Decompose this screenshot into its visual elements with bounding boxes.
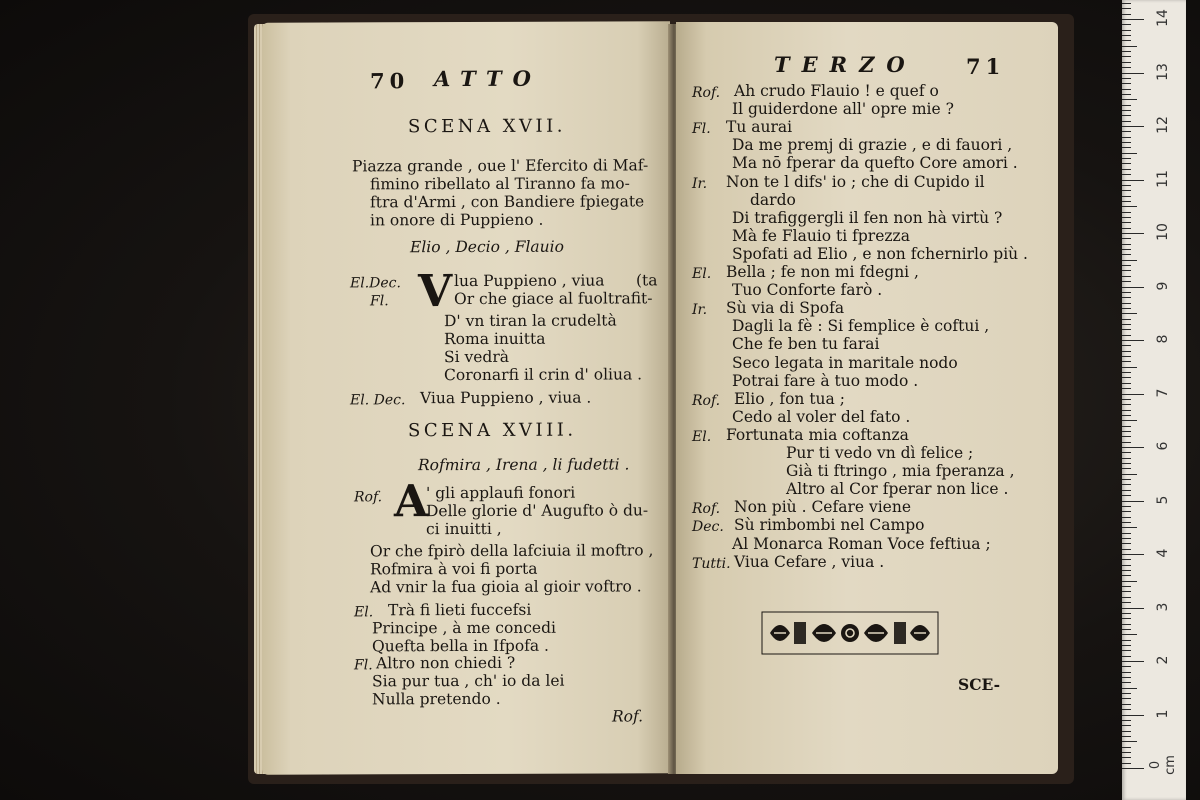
- ruler-number: 9: [1155, 281, 1171, 290]
- verse-line: Elio , fon tua ;: [734, 389, 845, 408]
- verse-line: Pur ti vedo vn dì felice ;: [786, 444, 974, 462]
- ruler-tick: [1122, 356, 1131, 357]
- ruler-tick: [1122, 313, 1137, 314]
- verse-line: Principe , à me concedi: [372, 618, 556, 638]
- ruler-tick: [1122, 51, 1131, 52]
- ruler-tick: [1122, 222, 1131, 223]
- ruler-number: 7: [1155, 388, 1171, 397]
- ruler-tick: [1122, 142, 1131, 143]
- ruler-tick: [1122, 329, 1131, 330]
- catchword: SCE-: [958, 675, 1001, 694]
- ruler-tick: [1122, 377, 1131, 378]
- ruler-tick: [1122, 281, 1131, 282]
- ruler-tick: [1122, 645, 1131, 646]
- ruler-tick: [1122, 62, 1131, 63]
- verse-line: D' vn tiran la crudeltà: [444, 311, 617, 331]
- ruler-tick: [1122, 511, 1131, 512]
- ruler-tick: [1122, 613, 1131, 614]
- ruler-tick: [1122, 426, 1131, 427]
- ruler-tick: [1122, 206, 1137, 207]
- ruler-tick: [1122, 110, 1131, 111]
- ruler-tick: [1122, 94, 1131, 95]
- ruler-tick: [1122, 89, 1131, 90]
- verse-line: Non più . Cefare viene: [734, 498, 912, 517]
- ruler-tick: [1122, 624, 1131, 625]
- left-page: [262, 21, 670, 774]
- ruler-tick: [1122, 276, 1131, 277]
- ruler-tick: [1122, 292, 1131, 293]
- ruler-tick: [1122, 597, 1131, 598]
- ruler-tick: [1122, 452, 1131, 453]
- ruler-tick: [1122, 56, 1131, 57]
- speaker-label: El. Dec.: [350, 392, 406, 409]
- ruler-tick: [1122, 105, 1131, 106]
- ruler-tick: [1122, 67, 1131, 68]
- speaker-label: Rof.: [354, 489, 383, 506]
- ruler-tick: [1122, 319, 1131, 320]
- ruler-tick: [1122, 709, 1131, 710]
- ruler-tick: [1122, 431, 1131, 432]
- verse-line: Ma nō fperar da quefto Core amori .: [732, 154, 1018, 173]
- ruler-tick: [1122, 372, 1131, 373]
- ruler-tick: [1122, 212, 1131, 213]
- ruler-number: 5: [1155, 495, 1171, 504]
- ruler-tick: [1122, 747, 1131, 748]
- speaker-label: Ir.: [692, 302, 708, 319]
- ruler-number: 14: [1155, 9, 1171, 27]
- verse-line: Quefta bella in Ifpofa .: [372, 636, 549, 656]
- ruler-unit-label: 0 cm: [1148, 755, 1178, 775]
- verse-line: Rofmira à voi fi porta: [370, 559, 538, 579]
- ruler-tick: [1122, 752, 1131, 753]
- ruler-tick: [1122, 297, 1131, 298]
- ruler-tick: [1122, 533, 1131, 534]
- speaker-label: Tutti.: [692, 555, 731, 572]
- drop-capital: V: [418, 266, 453, 318]
- ruler-number: 1: [1155, 709, 1171, 718]
- ruler-tick: [1122, 254, 1131, 255]
- verse-line: Altro al Cor fperar non lice .: [786, 480, 1009, 499]
- ruler-tick: [1122, 661, 1144, 662]
- scene-xviii-title: SCENA XVIII.: [408, 419, 577, 442]
- verse-line: Viua Puppieno , viua .: [420, 388, 592, 408]
- ruler-tick: [1122, 40, 1131, 41]
- ruler-tick: [1122, 731, 1131, 732]
- ruler-tick: [1122, 367, 1137, 368]
- verse-line: Ad vnir la fua gioia al gioir voftro .: [370, 577, 642, 597]
- ruler-tick: [1122, 495, 1131, 496]
- verse-line: Mà fe Flauio ti fprezza: [732, 226, 910, 245]
- ruler-tick: [1122, 185, 1131, 186]
- ruler-tick: [1122, 517, 1131, 518]
- verse-line-tail: (ta: [636, 271, 658, 290]
- ruler-tick: [1122, 682, 1131, 683]
- speaker-label: Ir.: [692, 175, 708, 192]
- ruler-tick: [1122, 14, 1131, 15]
- ruler-tick: [1122, 468, 1131, 469]
- speaker-label: Rof.: [692, 501, 721, 518]
- verse-line: Al Monarca Roman Voce feftiua ;: [732, 534, 991, 553]
- ruler-tick: [1122, 121, 1131, 122]
- verse-line: Roma inuitta: [444, 329, 546, 349]
- ruler-number: 13: [1155, 62, 1171, 81]
- stage-direction-line: ftra d'Armi , con Bandiere fpiegate: [370, 192, 645, 212]
- verse-line: Altro non chiedi ?: [376, 653, 516, 673]
- verse-line: Da me premj di grazie , e di fauori ,: [732, 136, 1013, 155]
- verse-line: Nulla pretendo .: [372, 689, 501, 709]
- speaker-label: El.: [692, 266, 712, 282]
- ruler-tick: [1122, 554, 1144, 555]
- measurement-ruler: [1122, 0, 1186, 800]
- characters-list: Elio , Decio , Flauio: [410, 237, 564, 257]
- ruler-tick: [1122, 388, 1131, 389]
- ruler-tick: [1122, 677, 1131, 678]
- stage-direction-line: fimino ribellato al Tiranno fa mo-: [370, 174, 630, 194]
- ruler-tick: [1122, 30, 1131, 31]
- speaker-label: Rof.: [692, 85, 721, 101]
- ruler-tick: [1122, 244, 1131, 245]
- characters-list: Rofmira , Irena , li fudetti .: [418, 455, 630, 475]
- ruler-tick: [1122, 725, 1131, 726]
- ruler-tick: [1122, 137, 1131, 138]
- ruler-tick: [1122, 640, 1131, 641]
- verse-line: Sù rimbombi nel Campo: [734, 516, 925, 535]
- ruler-number: 3: [1155, 602, 1171, 611]
- verse-line: Tu aurai: [726, 118, 793, 137]
- speaker-label: El.: [354, 604, 374, 621]
- ruler-tick: [1122, 351, 1131, 352]
- ruler-tick: [1122, 715, 1144, 716]
- ruler-tick: [1122, 693, 1131, 694]
- verse-line: Sù via di Spofa: [726, 299, 845, 318]
- verse-line: Che fe ben tu farai: [732, 335, 880, 354]
- verse-line: Or che fpirò della lafciuia il moftro ,: [370, 541, 654, 561]
- ruler-tick: [1122, 420, 1137, 421]
- ruler-tick: [1122, 265, 1131, 266]
- stage-direction-line: Piazza grande , oue l' Efercito di Maf-: [352, 156, 649, 176]
- ruler-tick: [1122, 340, 1144, 341]
- ruler-tick: [1122, 447, 1144, 448]
- verse-line: Or che giace al fuoltrafit-: [454, 289, 653, 309]
- stage-direction-line: in onore di Puppieno .: [370, 210, 544, 230]
- ruler-tick: [1122, 688, 1137, 689]
- ruler-tick: [1122, 345, 1131, 346]
- drop-capital: A: [394, 476, 429, 528]
- ruler-tick: [1122, 174, 1131, 175]
- ruler-tick: [1122, 565, 1131, 566]
- ruler-tick: [1122, 570, 1131, 571]
- verse-line: Si vedrà: [444, 347, 510, 367]
- ruler-tick: [1122, 549, 1131, 550]
- speaker-label: Fl.: [370, 293, 389, 310]
- ruler-tick: [1122, 586, 1131, 587]
- ruler-tick: [1122, 490, 1131, 491]
- verse-line: Sia pur tua , ch' io da lei: [372, 671, 565, 691]
- ruler-tick: [1122, 169, 1131, 170]
- verse-line: Spofati ad Elio , e non fchernirlo più .: [732, 244, 1028, 263]
- ruler-tick: [1122, 3, 1131, 4]
- scene-xvii-title: SCENA XVII.: [408, 115, 566, 138]
- verse-line: Tuo Conforte farò .: [732, 281, 883, 300]
- ruler-tick: [1122, 538, 1131, 539]
- ruler-number: 2: [1155, 655, 1171, 665]
- ruler-tick: [1122, 666, 1131, 667]
- ruler-number: 10: [1155, 223, 1171, 241]
- ruler-tick: [1122, 522, 1131, 523]
- ruler-tick: [1122, 324, 1131, 325]
- ruler-tick: [1122, 383, 1131, 384]
- ruler-tick: [1122, 479, 1131, 480]
- ruler-tick: [1122, 131, 1131, 132]
- speaker-label: Dec.: [692, 519, 724, 536]
- ruler-tick: [1122, 404, 1131, 405]
- ruler-tick: [1122, 543, 1131, 544]
- ruler-tick: [1122, 736, 1131, 737]
- ruler-number: 11: [1155, 169, 1171, 188]
- verse-line: Bella ; fe non mi fdegni ,: [726, 263, 919, 281]
- ruler-tick: [1122, 559, 1131, 560]
- verse-line: lua Puppieno , viua: [454, 271, 605, 291]
- ruler-tick: [1122, 163, 1131, 164]
- verse-line: Delle glorie d' Augufto ò du-: [426, 501, 649, 521]
- ruler-tick: [1122, 575, 1131, 576]
- ruler-tick: [1122, 763, 1131, 764]
- ruler-tick: [1122, 741, 1137, 742]
- verse-line: dardo: [750, 190, 796, 209]
- ruler-tick: [1122, 238, 1131, 239]
- ruler-tick: [1122, 410, 1131, 411]
- ruler-tick: [1122, 650, 1131, 651]
- ruler-tick: [1122, 78, 1131, 79]
- ruler-tick: [1122, 147, 1131, 148]
- ruler-tick: [1122, 335, 1131, 336]
- right-running-head: TERZO: [774, 52, 917, 77]
- ruler-tick: [1122, 442, 1131, 443]
- ruler-tick: [1122, 233, 1144, 234]
- ruler-tick: [1122, 618, 1131, 619]
- verse-line: Ah crudo Flauio ! e quef o: [734, 82, 939, 100]
- ruler-tick: [1122, 180, 1144, 181]
- speaker-label: El.: [692, 428, 712, 445]
- ruler-tick: [1122, 484, 1131, 485]
- verse-line: Non te l difs' io ; che di Cupido il: [726, 172, 985, 191]
- ruler-tick: [1122, 399, 1131, 400]
- speaker-label: Fl.: [692, 121, 711, 138]
- verse-line: Seco legata in maritale nodo: [732, 353, 958, 372]
- ruler-tick: [1122, 602, 1131, 603]
- ruler-number: 12: [1155, 116, 1171, 134]
- right-page: [676, 22, 1058, 774]
- ruler-tick: [1122, 527, 1137, 528]
- speaker-label: Fl.: [354, 657, 373, 674]
- ruler-tick: [1122, 201, 1131, 202]
- left-page-number: 70: [370, 68, 410, 94]
- left-running-head: ATTO: [434, 65, 542, 92]
- ruler-tick: [1122, 474, 1137, 475]
- ruler-tick: [1122, 704, 1131, 705]
- verse-line: Di trafiggergli il fen non hà virtù ?: [732, 208, 1003, 227]
- ruler-tick: [1122, 260, 1137, 261]
- verse-line: Già ti ftringo , mia fperanza ,: [786, 462, 1015, 481]
- ruler-tick: [1122, 217, 1131, 218]
- ruler-number: 6: [1155, 441, 1171, 451]
- ruler-tick: [1122, 720, 1131, 721]
- ruler-tick: [1122, 629, 1131, 630]
- ruler-tick: [1122, 501, 1144, 502]
- catchword: Rof.: [612, 707, 644, 726]
- ruler-number: 8: [1155, 334, 1171, 344]
- verse-line: Il guiderdone all' opre mie ?: [732, 100, 954, 119]
- ruler-tick: [1122, 158, 1131, 159]
- ruler-tick: [1122, 8, 1131, 9]
- ruler-tick: [1122, 303, 1131, 304]
- ruler-tick: [1122, 99, 1137, 100]
- ruler-tick: [1122, 463, 1131, 464]
- ruler-tick: [1122, 190, 1131, 191]
- ruler-tick: [1122, 591, 1131, 592]
- verse-line: ci inuitti ,: [426, 519, 502, 539]
- ruler-tick: [1122, 83, 1131, 84]
- ruler-tick: [1122, 656, 1131, 657]
- ruler-tick: [1122, 634, 1137, 635]
- ruler-tick: [1122, 415, 1131, 416]
- ruler-tick: [1122, 506, 1131, 507]
- ruler-tick: [1122, 196, 1131, 197]
- ruler-tick: [1122, 228, 1131, 229]
- speaker-label: Rof.: [692, 392, 721, 409]
- verse-line: Coronarfi il crin d' oliua .: [444, 365, 643, 385]
- ruler-tick: [1122, 698, 1131, 699]
- ruler-tick: [1122, 672, 1131, 673]
- ruler-tick: [1122, 115, 1131, 116]
- verse-line: Cedo al voler del fato .: [732, 407, 911, 426]
- verse-line: ' gli applaufi fonori: [426, 483, 576, 503]
- ruler-tick: [1122, 608, 1144, 609]
- ruler-tick: [1122, 581, 1137, 582]
- ruler-tick: [1122, 153, 1137, 154]
- printers-ornament: [760, 610, 940, 656]
- verse-line: Dagli la fè : Si femplice è coftui ,: [732, 317, 990, 336]
- ruler-tick: [1122, 768, 1144, 769]
- ruler-tick: [1122, 361, 1131, 362]
- verse-line: Trà fi lieti fuccefsi: [388, 600, 532, 620]
- ruler-tick: [1122, 73, 1144, 74]
- ruler-tick: [1122, 458, 1131, 459]
- ruler-tick: [1122, 287, 1144, 288]
- speaker-label: El.Dec.: [350, 275, 401, 292]
- ruler-number: 4: [1155, 548, 1171, 558]
- ruler-tick: [1122, 46, 1137, 47]
- ruler-tick: [1122, 270, 1131, 271]
- verse-line: Viua Cefare , viua .: [734, 552, 885, 571]
- ruler-tick: [1122, 19, 1144, 20]
- ruler-tick: [1122, 436, 1131, 437]
- ruler-tick: [1122, 249, 1131, 250]
- verse-line: Fortunata mia coftanza: [726, 425, 909, 444]
- ruler-tick: [1122, 308, 1131, 309]
- right-page-number: 71: [966, 54, 1006, 79]
- ruler-tick: [1122, 35, 1131, 36]
- ruler-tick: [1122, 757, 1131, 758]
- verse-line: Potrai fare à tuo modo .: [732, 371, 919, 390]
- ruler-tick: [1122, 126, 1144, 127]
- ruler-tick: [1122, 24, 1131, 25]
- ruler-tick: [1122, 394, 1144, 395]
